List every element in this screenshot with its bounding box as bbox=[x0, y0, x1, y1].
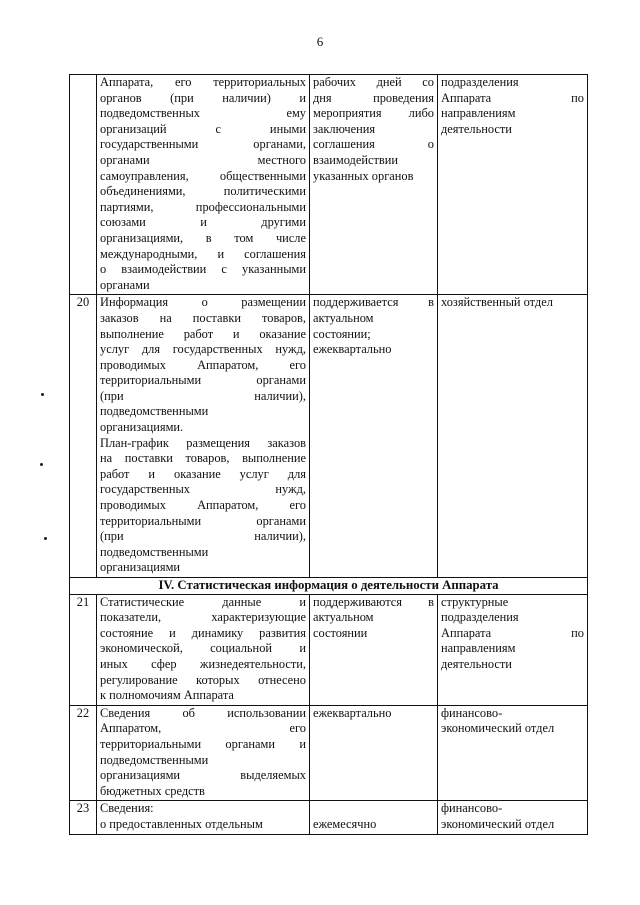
cell-line: бюджетных средств bbox=[100, 783, 205, 798]
cell-line: ежемесячно bbox=[313, 816, 377, 831]
cell-line: соглашения о bbox=[313, 137, 434, 152]
cell-line: работ и оказание услуг для bbox=[100, 466, 306, 481]
cell-line: союзами и другими bbox=[100, 215, 306, 230]
row-description bbox=[97, 801, 310, 834]
row-responsible bbox=[438, 594, 588, 705]
row-description bbox=[97, 594, 310, 705]
cell-line: хозяйственный отдел bbox=[441, 295, 553, 310]
cell-line: экономический отдел bbox=[441, 721, 555, 736]
cell-line: территориальными органами и bbox=[100, 736, 306, 751]
cell-line: состояние и динамику развития bbox=[100, 625, 306, 640]
cell-line bbox=[313, 801, 434, 817]
cell-line: финансово- bbox=[441, 801, 503, 816]
cell-line: поддерживаются в bbox=[313, 594, 434, 609]
cell-line: организациями bbox=[100, 560, 181, 575]
row-number: 23 bbox=[70, 801, 97, 834]
cell-line: указанных органов bbox=[313, 168, 414, 183]
cell-line: деятельности bbox=[441, 656, 512, 671]
cell-line: направлениям bbox=[441, 641, 516, 656]
row-number bbox=[70, 75, 97, 295]
cell-line: подведомственными bbox=[100, 544, 209, 559]
cell-line: поддерживается в bbox=[313, 295, 434, 310]
cell-line: Аппарата по bbox=[441, 625, 584, 640]
cell-line: территориальными органами bbox=[100, 373, 306, 388]
cell-line: заказов на поставки товаров, bbox=[100, 310, 306, 325]
cell-line: взаимодействии bbox=[313, 152, 399, 167]
cell-line: органами bbox=[100, 277, 150, 292]
cell-line: состоянии; bbox=[313, 326, 371, 341]
cell-line: организациями, в том числе bbox=[100, 230, 306, 245]
cell-line: мероприятия либо bbox=[313, 106, 434, 121]
cell-line: к полномочиям Аппарата bbox=[100, 688, 234, 703]
cell-line: проводимых Аппаратом, его bbox=[100, 357, 306, 372]
information-table bbox=[69, 74, 588, 835]
cell-line: территориальными органами bbox=[100, 513, 306, 528]
table-row bbox=[70, 705, 588, 801]
cell-line: организациями. bbox=[100, 420, 184, 435]
row-term bbox=[310, 75, 438, 295]
cell-line: Статистические данные и bbox=[100, 594, 306, 609]
cell-line: Сведения об использовании bbox=[100, 705, 306, 720]
scan-speck bbox=[41, 393, 44, 396]
row-description bbox=[97, 705, 310, 801]
row-responsible bbox=[438, 705, 588, 801]
table-body bbox=[70, 75, 588, 835]
cell-line: экономический отдел bbox=[441, 816, 555, 831]
cell-line: объединениями, политическими bbox=[100, 184, 306, 199]
cell-line: дня проведения bbox=[313, 90, 434, 105]
cell-line: показатели, характеризующие bbox=[100, 610, 306, 625]
cell-line: актуальном bbox=[313, 610, 374, 625]
cell-line: самоуправления, общественными bbox=[100, 168, 306, 183]
row-number: 22 bbox=[70, 705, 97, 801]
cell-line: Сведения: bbox=[100, 801, 154, 816]
row-term bbox=[310, 594, 438, 705]
scan-speck bbox=[40, 463, 43, 466]
section-title: IV. Статистическая информация о деятельности Аппарата bbox=[70, 578, 588, 595]
cell-line: подведомственными bbox=[100, 752, 209, 767]
scan-speck bbox=[44, 537, 47, 540]
cell-line: Аппарата, его территориальных bbox=[100, 75, 306, 89]
cell-line: иных сфер жизнедеятельности, bbox=[100, 656, 306, 671]
cell-line: (при наличии), bbox=[100, 388, 306, 403]
row-responsible bbox=[438, 75, 588, 295]
cell-line: деятельности bbox=[441, 121, 512, 136]
row-description bbox=[97, 295, 310, 578]
cell-line: органами местного bbox=[100, 152, 306, 167]
cell-line: подведомственными bbox=[100, 404, 209, 419]
row-number: 21 bbox=[70, 594, 97, 705]
table-row bbox=[70, 801, 588, 834]
cell-line: на поставки товаров, выполнение bbox=[100, 451, 306, 466]
cell-line: государственных нужд, bbox=[100, 482, 306, 497]
cell-line: финансово- bbox=[441, 705, 503, 720]
row-term bbox=[310, 801, 438, 834]
row-responsible bbox=[438, 801, 588, 834]
cell-line: актуальном bbox=[313, 310, 374, 325]
cell-line: подведомственных ему bbox=[100, 106, 306, 121]
cell-line: рабочих дней со bbox=[313, 75, 434, 89]
cell-line: Аппаратом, его bbox=[100, 721, 306, 736]
cell-line: подразделения bbox=[441, 75, 519, 89]
cell-line: экономической, социальной и bbox=[100, 641, 306, 656]
cell-line: ежеквартально bbox=[313, 705, 392, 720]
row-term bbox=[310, 295, 438, 578]
cell-line: проводимых Аппаратом, его bbox=[100, 498, 306, 513]
cell-line: заключения bbox=[313, 121, 376, 136]
page-number: 6 bbox=[316, 34, 324, 49]
table-row bbox=[70, 75, 588, 295]
cell-line: структурные bbox=[441, 594, 509, 609]
cell-line: (при наличии), bbox=[100, 529, 306, 544]
cell-line: Информация о размещении bbox=[100, 295, 306, 310]
cell-line: подразделения bbox=[441, 610, 519, 625]
cell-line: о взаимодействии с указанными bbox=[100, 262, 306, 277]
cell-line: Аппарата по bbox=[441, 90, 584, 105]
cell-line: состоянии bbox=[313, 625, 368, 640]
row-responsible bbox=[438, 295, 588, 578]
row-description bbox=[97, 75, 310, 295]
cell-line: международными, и соглашения bbox=[100, 246, 306, 261]
cell-line: выполнение работ и оказание bbox=[100, 326, 306, 341]
cell-line: направлениям bbox=[441, 106, 516, 121]
cell-line: План-график размещения заказов bbox=[100, 435, 306, 450]
cell-line: органов (при наличии) и bbox=[100, 90, 306, 105]
cell-line: регулирование которых отнесено bbox=[100, 672, 306, 687]
cell-line: о предоставленных отдельным bbox=[100, 816, 263, 831]
cell-line: государственными органами, bbox=[100, 137, 306, 152]
cell-line: партиями, профессиональными bbox=[100, 199, 306, 214]
section-row bbox=[70, 578, 588, 595]
row-number: 20 bbox=[70, 295, 97, 578]
row-term bbox=[310, 705, 438, 801]
cell-line: организациями выделяемых bbox=[100, 768, 306, 783]
cell-line: ежеквартально bbox=[313, 342, 392, 357]
cell-line: организаций с иными bbox=[100, 121, 306, 136]
table-row bbox=[70, 594, 588, 705]
cell-line: услуг для государственных нужд, bbox=[100, 342, 306, 357]
table-row bbox=[70, 295, 588, 578]
